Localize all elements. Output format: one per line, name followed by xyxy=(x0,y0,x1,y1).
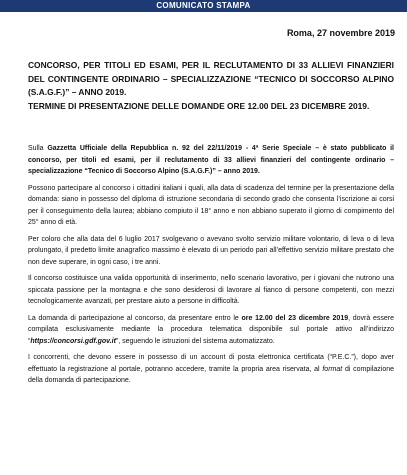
p6-text-c: di compilazione della domanda di partecipazione. xyxy=(28,365,395,384)
portal-link[interactable]: https://concorsi.gdf.gov.it xyxy=(30,337,116,345)
p1-text-a: Sulla xyxy=(28,145,48,152)
application-deadline: ore 12.00 del 23 dicembre 2019 xyxy=(241,314,349,322)
release-date: Roma, 27 novembre 2019 xyxy=(286,28,395,38)
headline: CONCORSO, PER TITOLI ED ESAMI, PER IL RECLUTAMENTO DI 33 ALLIEVI FINANZIERI DEL CONTINGENTE ORDINARIO – SPECIALIZZAZIONE “TECNICO DI SOCCORSO ALPINO (S.A.G.F.)” – ANNO 2019. xyxy=(28,60,394,97)
p5-text-e: ”, seguendo le istruzioni del sistema automatizzato. xyxy=(115,337,275,345)
paragraph-requirements: Possono partecipare al concorso i cittadini italiani i quali, alla data di scadenza del termine per la presentazione della domanda: siano in possesso del diploma di istruzione secondaria di secondo grado che consenta l’iscrizione ai corsi per il conseguimento della laurea; abbiano compiuto il 18° anno e non abbiano superato il giorno di compimento del 25° anno di età. xyxy=(28,184,394,226)
title-block xyxy=(28,59,394,113)
body-text xyxy=(28,143,394,392)
p5-text-c: , dovrà essere compilata esclusivamente mediante la procedura telematica disponibile sul portale attivo all’indirizzo “ xyxy=(28,314,394,345)
p1-text-c: – è stato pubblicato il concorso, per titoli ed esami, per il reclutamento di 33 allievi finanzieri del contingente ordinario – specializzazione “Tecnico di Soccorso Alpino (S.A.G.F.)” – anno 2019. xyxy=(28,145,394,175)
paragraph-pec xyxy=(28,352,394,387)
paragraph-gazzetta xyxy=(28,143,394,178)
press-release-banner: COMUNICATO STAMPA xyxy=(0,0,407,12)
paragraph-opportunity: Il concorso costituisce una valida opportunità di inserimento, nello scenario lavorativo, per i giovani che nutrono una spiccata passione per la montagna e che sono desiderosi di lavorare al fianco di persone competenti, con mezzi tecnologicamente avanzati, per prestare aiuto a persone in difficoltà. xyxy=(28,275,394,305)
p6-text-a: I concorrenti, che devono essere in possesso di un account di posta elettronica certificata (“P.E.C.”), dopo aver effettuato la registrazione al portale, potranno accedere, tramite la propria area riservata, al xyxy=(28,354,394,373)
p5-text-a: La domanda di partecipazione al concorso, da presentare entro le xyxy=(28,314,242,322)
format-word: format xyxy=(322,365,343,373)
paragraph-application xyxy=(28,313,394,348)
paragraph-age-limit: Per coloro che alla data del 6 luglio 2017 svolgevano o avevano svolto servizio militare volontario, di leva o di leva prolungato, il predetto limite anagrafico massimo è elevato di un periodo pari all’effettivo servizio militare prestato che non deve superare, in ogni caso, i tre anni. xyxy=(28,235,394,266)
gazzetta-reference: Gazzetta Ufficiale della Repubblica n. 92 del 22/11/2019 - 4ª Serie Speciale xyxy=(47,145,312,152)
deadline-line: TERMINE DI PRESENTAZIONE DELLE DOMANDE ORE 12.00 DEL 23 DICEMBRE 2019. xyxy=(28,100,370,111)
